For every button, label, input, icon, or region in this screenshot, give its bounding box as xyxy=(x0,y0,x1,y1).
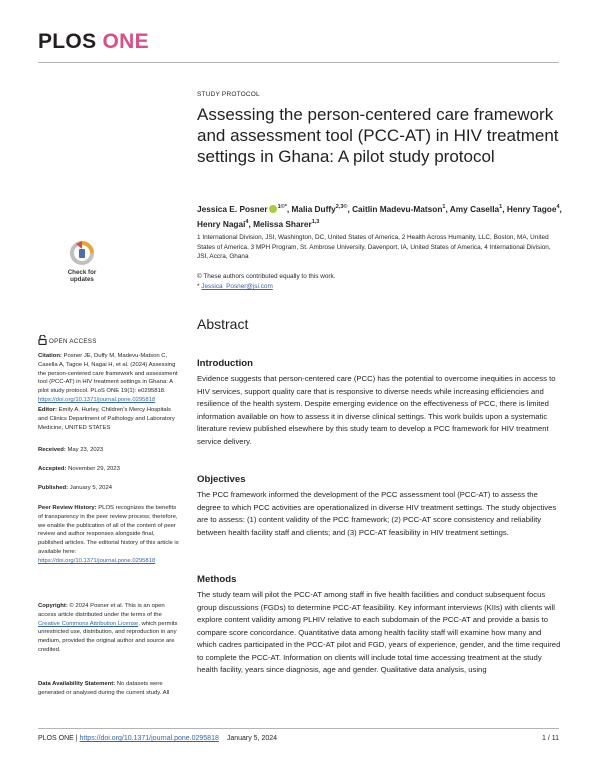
editor-block xyxy=(38,406,180,432)
author-name[interactable]: Melissa Sharer xyxy=(253,218,312,229)
received-date: May 23, 2023 xyxy=(67,447,104,453)
author-name[interactable]: Caitlin Madevu-Matson xyxy=(352,203,443,214)
copyright-block xyxy=(38,602,180,655)
published-label: Published: xyxy=(38,485,69,491)
corresponding-star: * xyxy=(197,283,200,290)
abstract-heading: Abstract xyxy=(197,316,249,332)
journal-logo xyxy=(38,30,149,54)
footer-date: January 5, 2024 xyxy=(226,735,278,742)
header-divider xyxy=(38,62,559,63)
citation-block xyxy=(38,352,180,405)
data-availability-block xyxy=(38,680,180,698)
article-title: Assessing the person-centered care framework and assessment tool (PCC-AT) in HIV treatment settings in Ghana: A pilot study protocol xyxy=(197,105,559,166)
editor-text: Emily A. Hurley, Children's Mercy Hospitals and Clinics Department of Pathology and Laboratory Medicine, UNITED STATES xyxy=(38,407,175,431)
section-heading: Methods xyxy=(197,574,237,585)
citation-text: Posner JE, Duffy M, Madevu-Matson C, Casella A, Tagoe H, Nagai H, et al. (2024) Assessing the person-centered care framework and assessment tool (PCC-AT) in HIV treatment settings in Ghana: A pilot study protocol. PLoS ONE 19(1): e0295818. xyxy=(38,353,178,395)
author-name[interactable]: Amy Casella xyxy=(449,203,500,214)
check-updates-icon xyxy=(62,240,102,268)
author-affil: 1 xyxy=(442,204,446,210)
peer-review-block xyxy=(38,504,180,566)
check-for-updates-badge[interactable] xyxy=(62,240,102,286)
section-heading: Introduction xyxy=(197,358,253,369)
equal-contribution-note: © These authors contributed equally to this work. xyxy=(197,273,336,280)
copyright-text-a: © 2024 Posner et al. This is an open access article distributed under the terms of the xyxy=(38,603,165,618)
logo-plos: PLOS xyxy=(38,30,97,53)
footer-divider xyxy=(38,728,559,729)
corresponding-email-link[interactable]: Jessica_Posner@jsi.com xyxy=(201,283,273,290)
section-text: The PCC framework informed the development of the PCC assessment tool (PCC-AT) to assess the degree to which PCC activities are operationalized in diverse HIV treatment settings. The study objectives are to assess: (1) content validity of the PCC framework; (2) PCC-AT score consistency and reliability between health facility staff and clients; and (3) PCC-AT feasibility in HIV treatment settings. xyxy=(197,490,557,537)
footer-doi-link[interactable]: https://doi.org/10.1371/journal.pone.0295818 xyxy=(79,735,219,742)
author-affil: 4 xyxy=(556,204,560,210)
article-type: STUDY PROTOCOL xyxy=(197,91,260,98)
data-availability-label: Data Availability Statement: xyxy=(38,681,116,687)
received-label: Received: xyxy=(38,447,66,453)
footer-journal: PLOS ONE xyxy=(38,735,74,742)
page-number: 1 / 11 xyxy=(542,735,559,742)
accepted-date: November 29, 2023 xyxy=(68,466,120,472)
author-list: Jessica E. Posner $^{1©*}$, Malia Duffy$^{2,3©}$, Caitlin Madevu-Matson$^1$, Amy Casella$^1$, Henry Tagoe$^4$, Henry Nagai$^4$, Melissa Sharer$^{1,3}$ xyxy=(197,203,562,229)
received-block xyxy=(38,446,180,455)
author-affil: 1 xyxy=(499,204,503,210)
copyright-text-b: , which permits unrestricted use, distribution, and reproduction in any medium, provided the original author and source are credited. xyxy=(38,620,178,653)
page-footer xyxy=(38,735,559,742)
peer-review-label: Peer Review History: xyxy=(38,505,97,511)
accepted-label: Accepted: xyxy=(38,466,67,472)
citation-doi-link[interactable]: https://doi.org/10.1371/journal.pone.0295818 xyxy=(38,396,156,403)
abstract-section-objectives xyxy=(197,474,562,539)
peer-review-text: PLOS recognizes the benefits of transparency in the peer review process; therefore, we enable the publication of all of the content of peer review and author responses alongside final, published articles. The editorial history of this article is available here: xyxy=(38,505,179,555)
author-name[interactable]: Jessica E. Posner xyxy=(197,203,268,214)
published-block xyxy=(38,484,180,493)
section-text: The study team will pilot the PCC-AT among staff in five health facilities and conduct subsequent focus group discussions (FGDs) to determine PCC-AT feasibility. Key informant interviews (KIIs) with clients will explore content validity among PLHIV relative to each subdomain of the PCC-AT and provide a basis to compare score concordance. Quantitative data among health facility staff will examine how many and which cadres participated in the PCC-AT pilot and FGD, years of experience, gender, and the time required to complete the PCC-AT. Information on clients will include total time accessing treatment at the study health facility, years since diagnosis, age and gender. Qualitative data analysis, using xyxy=(197,590,561,674)
abstract-section-introduction xyxy=(197,358,562,448)
author-affil: 1©* xyxy=(277,204,287,210)
footer-separator: | xyxy=(73,735,80,742)
accepted-block xyxy=(38,465,180,474)
section-heading: Objectives xyxy=(197,474,246,485)
orcid-icon[interactable] xyxy=(269,205,277,213)
author-name[interactable]: Henry Tagoe xyxy=(506,203,557,214)
check-updates-label: Check for updates xyxy=(67,269,97,283)
author-name[interactable]: Malia Duffy xyxy=(291,203,336,214)
data-availability-text: No datasets were generated or analysed during the current study. All xyxy=(38,681,170,696)
open-access-label xyxy=(38,335,97,345)
section-text: Evidence suggests that person-centered care (PCC) has the potential to overcome inequities in access to HIV services, support quality care that is responsive to diverse needs while increasing efficiencies and resilience of the health system. Despite emerging evidence on the effectiveness of PCC, there is limited information available on how to assess it in diverse clinical settings. This work builds upon a systematic literature review published elsewhere by this study team to develop a PCC framework for HIV treatment service delivery. xyxy=(197,374,556,446)
author-affil: 1,3 xyxy=(311,218,320,225)
author-name[interactable]: Henry Nagai xyxy=(197,218,246,229)
editor-label: Editor: xyxy=(38,407,57,413)
corresponding-note xyxy=(197,282,562,292)
published-date: January 5, 2024 xyxy=(69,485,112,491)
affiliations: 1 International Division, JSI, Washington, DC, United States of America, 2 Health Across Humanity, LLC, Boston, MA, United States of America, 3 MPH Program, St. Ambrose University, Davenport, IA, United States of America, 4 International Division, JSI, Accra, Ghana xyxy=(197,234,551,261)
author-affil: 4 xyxy=(245,218,249,225)
open-lock-icon xyxy=(38,335,47,345)
author-notes xyxy=(197,272,562,292)
license-link[interactable]: Creative Commons Attribution License xyxy=(38,620,139,627)
author-affil: 2,3© xyxy=(335,204,348,210)
copyright-label: Copyright: xyxy=(38,603,68,609)
logo-one: ONE xyxy=(102,30,149,53)
citation-label: Citation: xyxy=(38,353,62,359)
open-access-text: OPEN ACCESS xyxy=(49,338,97,345)
peer-review-link[interactable]: https://doi.org/10.1371/journal.pone.0295818 xyxy=(38,557,156,564)
abstract-section-methods xyxy=(197,574,562,677)
